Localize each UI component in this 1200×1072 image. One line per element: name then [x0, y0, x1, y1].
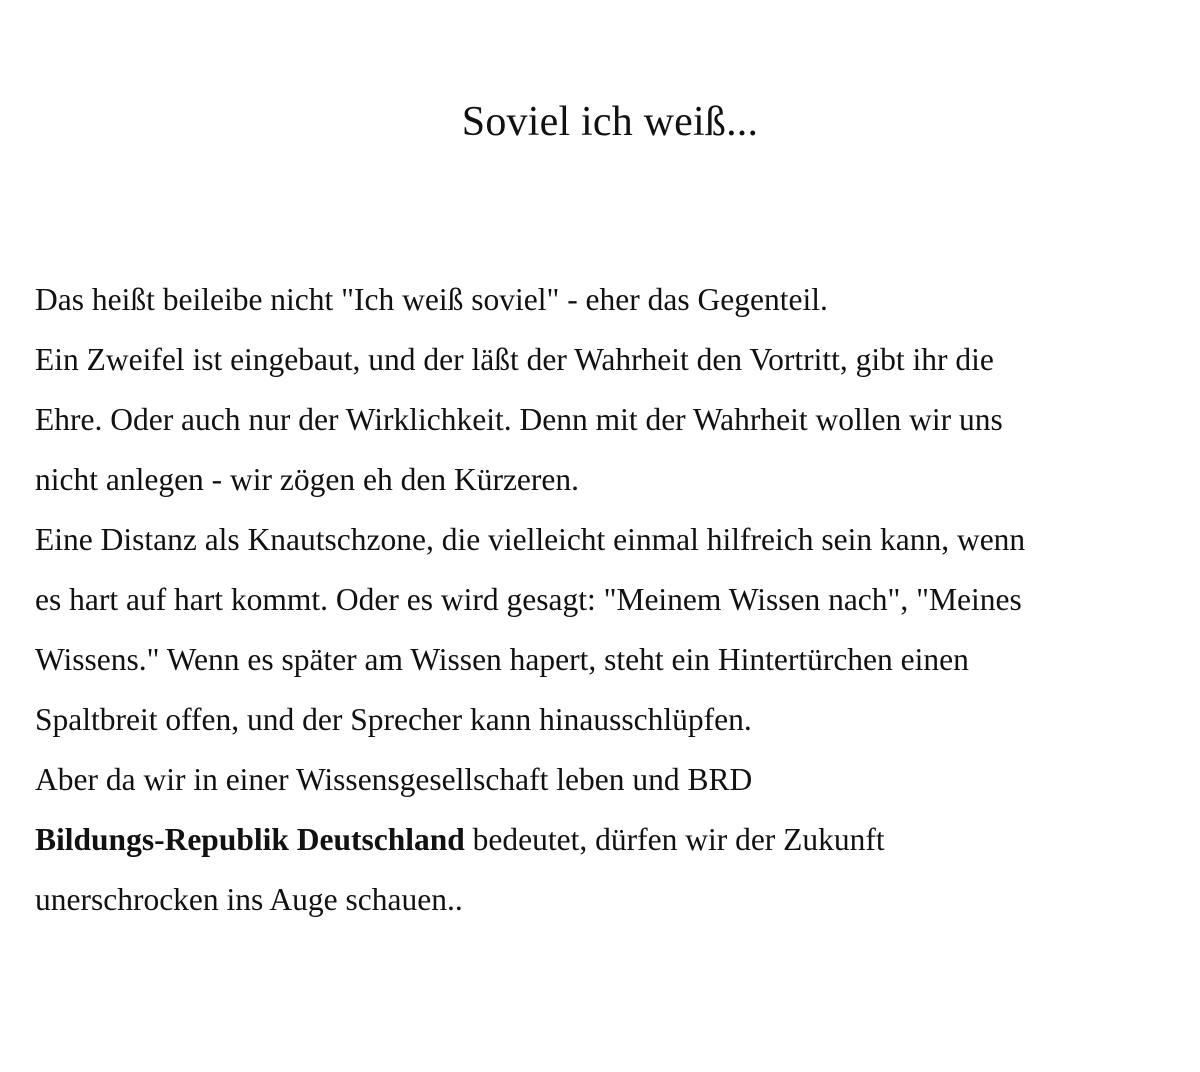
body-line-7: Wissens." Wenn es später am Wissen hapert, steht ein Hintertürchen einen: [35, 642, 969, 677]
body-line-8: Spaltbreit offen, und der Sprecher kann hinausschlüpfen.: [35, 702, 752, 737]
body-line-10-rest: bedeutet, dürfen wir der Zukunft: [464, 822, 885, 857]
document-title: Soviel ich weiß...: [461, 99, 759, 145]
body-line-10: [35, 810, 1180, 870]
body-line-4: nicht anlegen - wir zögen eh den Kürzeren.: [35, 462, 580, 497]
body-line-1: Das heißt beileibe nicht "Ich weiß soviel" - eher das Gegenteil.: [35, 282, 828, 317]
body-line-2: Ein Zweifel ist eingebaut, und der läßt der Wahrheit den Vortritt, gibt ihr die: [35, 342, 994, 377]
body-line-3: Ehre. Oder auch nur der Wirklichkeit. Denn mit der Wahrheit wollen wir uns: [35, 402, 1003, 437]
bold-phrase: Bildungs-Republik Deutschland: [35, 822, 465, 857]
body-line-5: Eine Distanz als Knautschzone, die vielleicht einmal hilfreich sein kann, wenn: [35, 522, 1026, 557]
body-line-6: es hart auf hart kommt. Oder es wird gesagt: "Meinem Wissen nach", "Meines: [35, 582, 1022, 617]
body-line-11: unerschrocken ins Auge schauen..: [35, 882, 463, 917]
document-body: [35, 270, 1180, 930]
body-line-9: Aber da wir in einer Wissensgesellschaft leben und BRD: [35, 762, 753, 797]
